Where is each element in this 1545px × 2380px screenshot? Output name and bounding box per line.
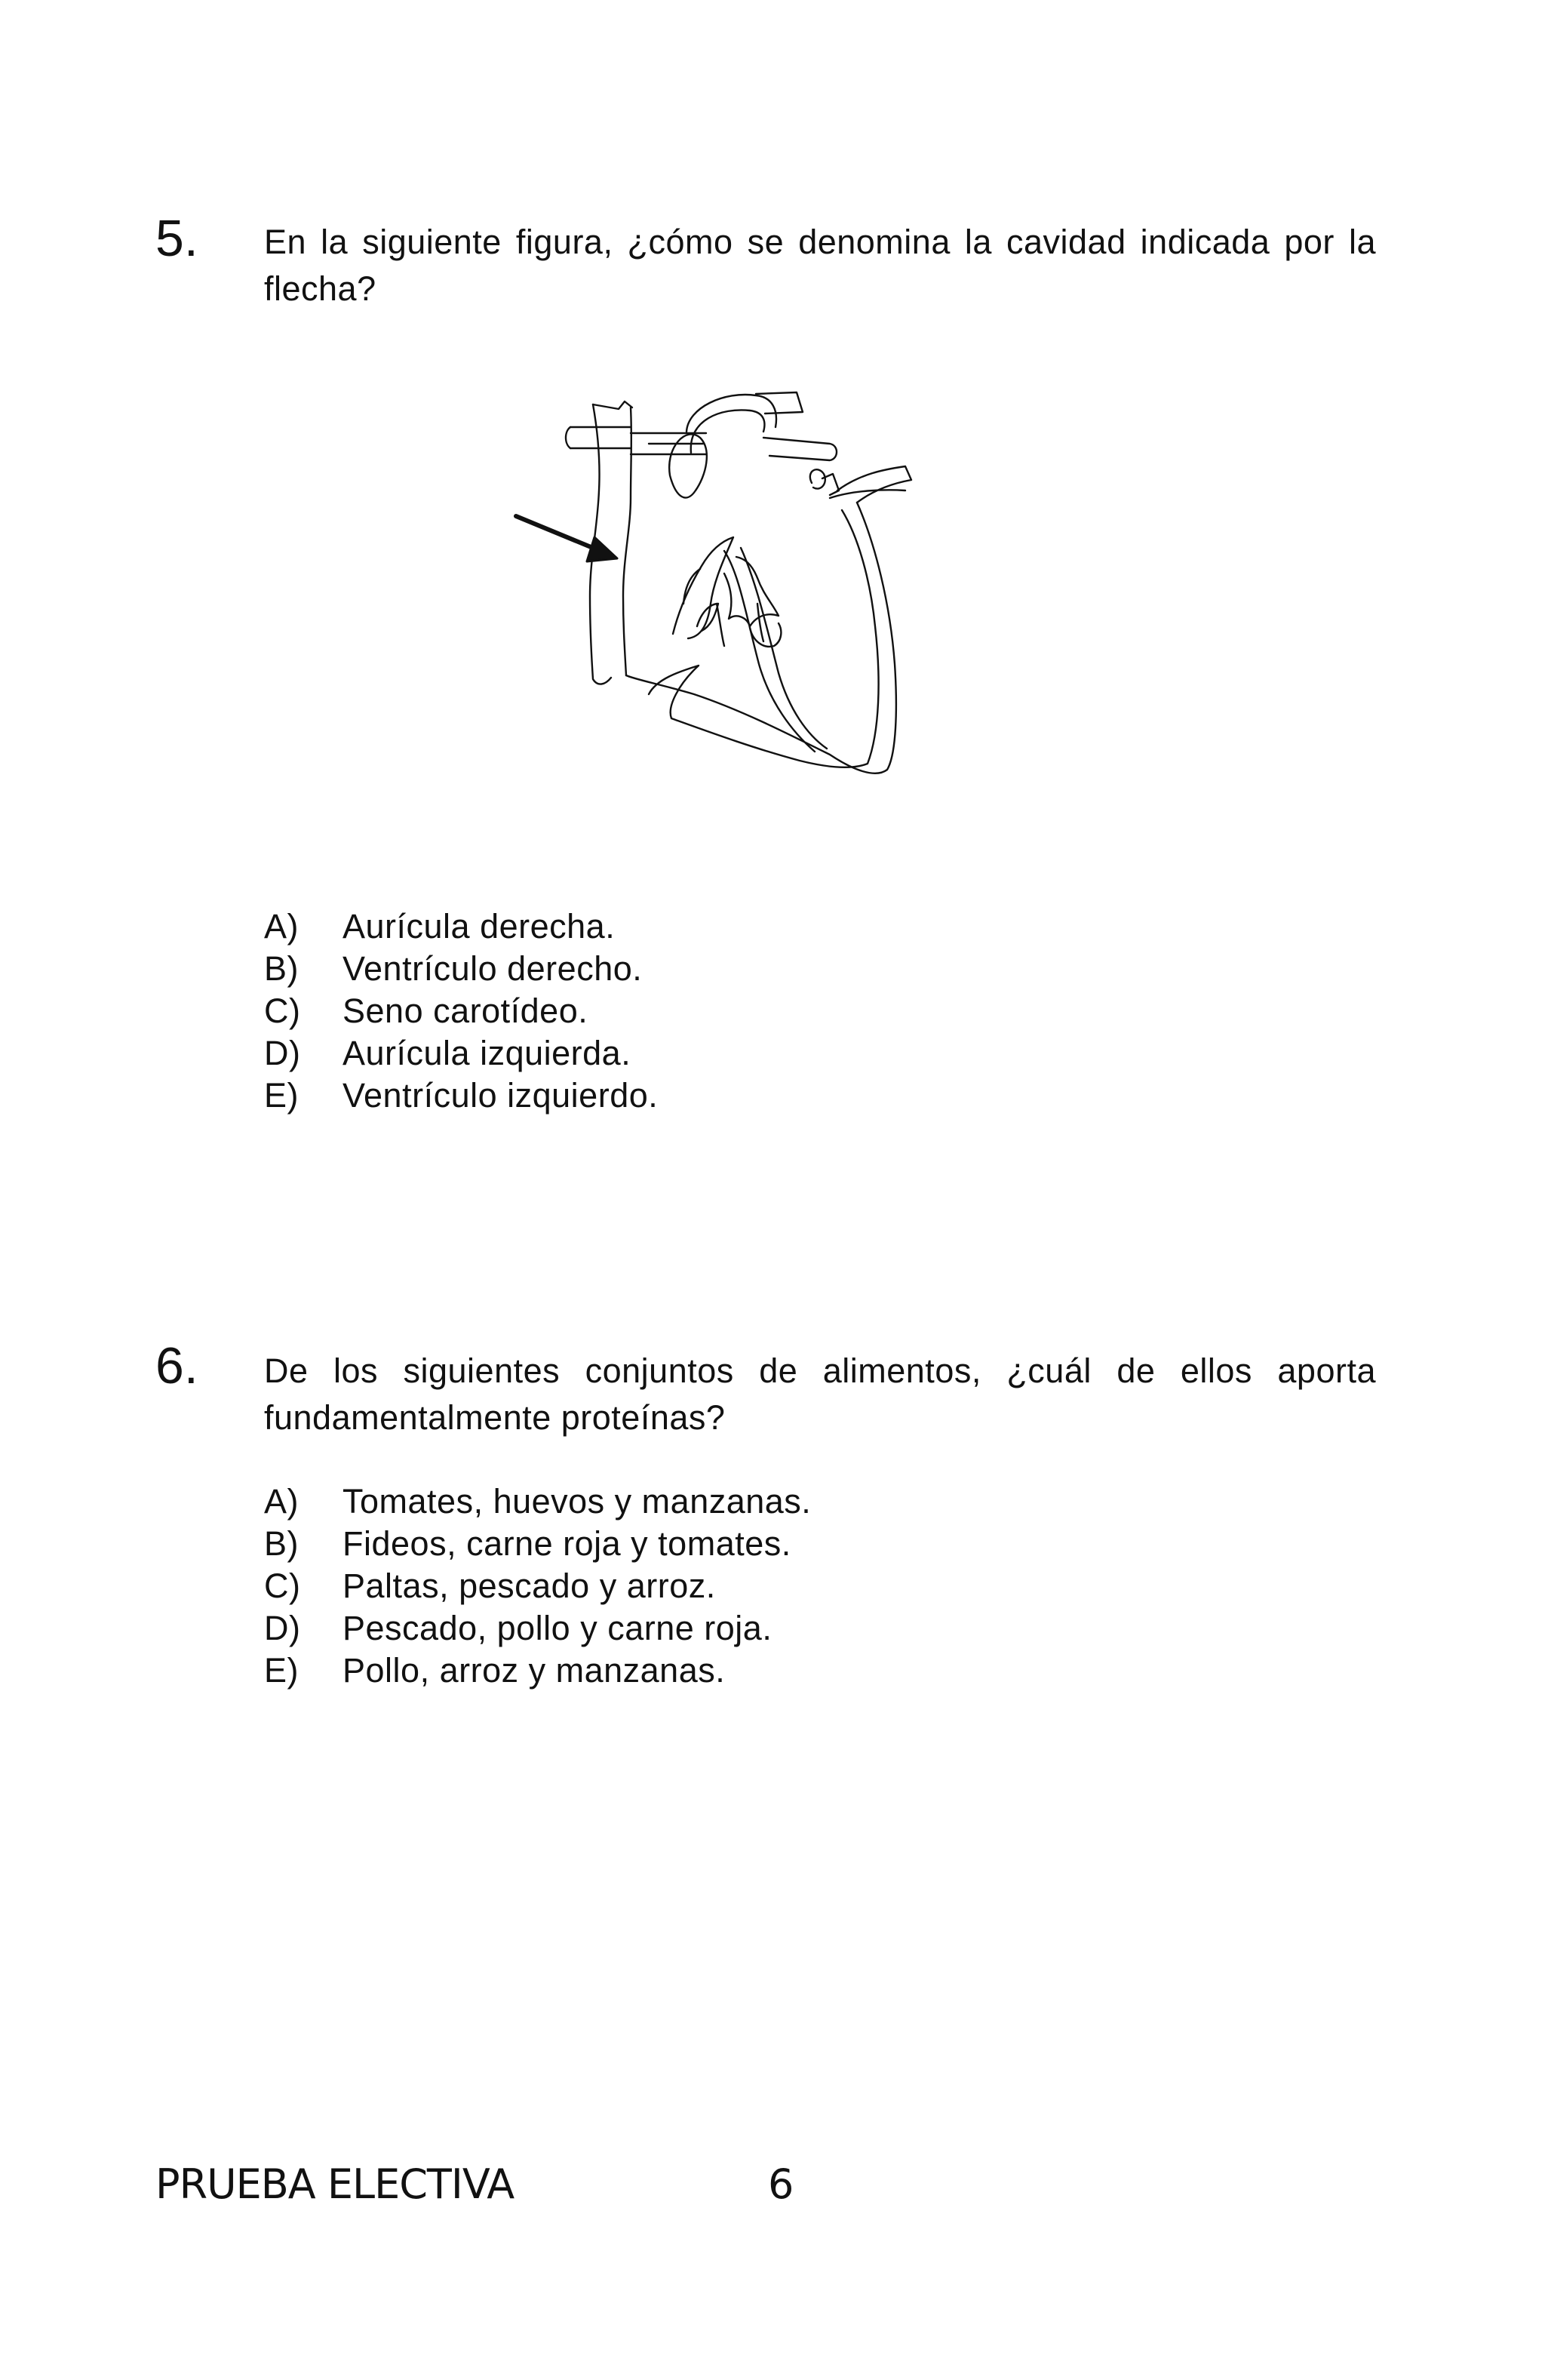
option-d[interactable] [264,1032,658,1075]
option-text: Fideos, carne roja y tomates. [342,1524,791,1563]
option-letter: C) [264,992,301,1030]
option-c[interactable] [264,1565,811,1607]
heart-diagram-figure [498,377,951,800]
question-number: 6. [155,1337,198,1394]
option-letter: A) [264,1482,299,1521]
option-letter: A) [264,907,299,946]
option-a[interactable] [264,906,658,948]
option-letter: E) [264,1076,299,1115]
option-text: Ventrículo derecho. [342,949,643,988]
option-text: Ventrículo izquierdo. [342,1076,659,1115]
question-text: De los siguientes conjuntos de alimentos, ¿cuál de ellos aporta fundamentalmente proteínas? [264,1351,1376,1437]
page-number: 6 [768,2160,794,2208]
option-text: Tomates, huevos y manzanas. [342,1482,812,1521]
footer-title: PRUEBA ELECTIVA [155,2160,514,2208]
option-e[interactable] [264,1075,658,1117]
option-text: Aurícula derecha. [342,907,616,946]
answer-options [264,906,658,1117]
option-text: Aurícula izquierda. [342,1034,631,1072]
option-b[interactable] [264,948,658,990]
question-number: 5. [155,210,198,267]
option-letter: B) [264,949,299,988]
option-b[interactable] [264,1523,811,1565]
option-e[interactable] [264,1650,811,1692]
option-letter: D) [264,1609,301,1647]
option-d[interactable] [264,1607,811,1650]
option-letter: C) [264,1567,301,1605]
option-c[interactable] [264,990,658,1032]
option-a[interactable] [264,1481,811,1523]
option-letter: B) [264,1524,299,1563]
option-text: Pollo, arroz y manzanas. [342,1651,726,1690]
answer-options [264,1481,811,1692]
option-letter: E) [264,1651,299,1690]
option-text: Seno carotídeo. [342,992,588,1030]
option-text: Pescado, pollo y carne roja. [342,1609,772,1647]
question-text: En la siguiente figura, ¿cómo se denomina la cavidad indicada por la flecha? [264,223,1376,308]
option-text: Paltas, pescado y arroz. [342,1567,716,1605]
option-letter: D) [264,1034,301,1072]
